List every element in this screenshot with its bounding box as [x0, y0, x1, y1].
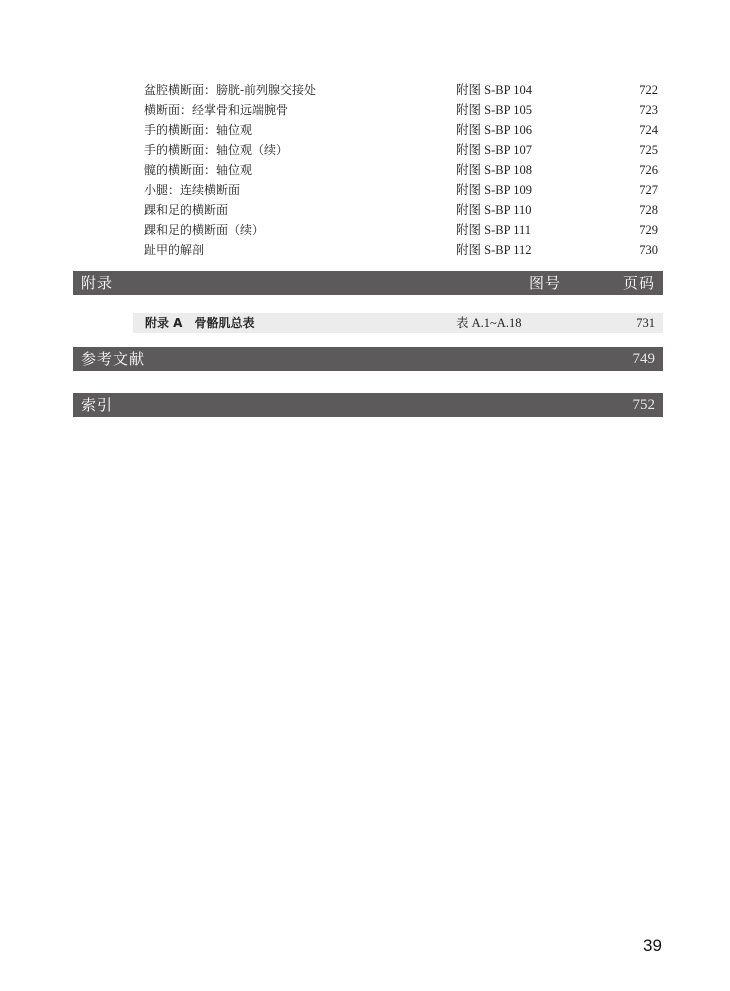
- entry-figure: 附图 S-BP 107: [456, 143, 532, 157]
- toc-entry[interactable]: [0, 240, 730, 260]
- entry-page: 725: [639, 143, 658, 157]
- entry-page: 729: [639, 223, 658, 237]
- appendix-entry-figure: 表 A.1~A.18: [456, 316, 522, 330]
- entry-title: 小腿：连续横断面: [144, 183, 241, 197]
- entry-page: 722: [639, 83, 658, 97]
- entry-page: 724: [639, 123, 658, 137]
- toc-entry[interactable]: [0, 160, 730, 180]
- references-heading: 参考文献: [81, 350, 146, 368]
- toc-entry[interactable]: [0, 200, 730, 220]
- page-number: 39: [643, 936, 662, 955]
- index-page: 752: [632, 397, 655, 413]
- entry-page: 723: [639, 103, 658, 117]
- entry-title: 盆腔横断面：膀胱-前列腺交接处: [144, 83, 317, 97]
- entry-figure: 附图 S-BP 108: [456, 163, 532, 177]
- entry-title: 踝和足的横断面: [144, 203, 229, 217]
- entry-figure: 附图 S-BP 106: [456, 123, 532, 137]
- index-heading: 索引: [81, 396, 114, 414]
- appendix-entry[interactable]: [133, 313, 663, 333]
- appendix-heading: 附录: [81, 274, 114, 292]
- entry-title: 髋的横断面：轴位观: [144, 163, 253, 177]
- appendix-entry-page: 731: [636, 316, 655, 330]
- references-section-header[interactable]: [73, 347, 663, 371]
- toc-entry[interactable]: [0, 120, 730, 140]
- entry-page: 728: [639, 203, 658, 217]
- appendix-entry-title: 附录 A 骨骼肌总表: [145, 316, 255, 330]
- entry-figure: 附图 S-BP 112: [456, 243, 532, 257]
- entry-figure: 附图 S-BP 104: [456, 83, 532, 97]
- index-section-header[interactable]: [73, 393, 663, 417]
- toc-entry[interactable]: [0, 140, 730, 160]
- entry-page: 726: [639, 163, 658, 177]
- page-column-heading: 页码: [622, 274, 655, 292]
- entry-figure: 附图 S-BP 110: [456, 203, 532, 217]
- toc-entry[interactable]: [0, 220, 730, 240]
- toc-entry[interactable]: [0, 180, 730, 200]
- appendix-section-header: [73, 271, 663, 295]
- entry-title: 横断面：经掌骨和远端腕骨: [144, 103, 289, 117]
- entry-title: 手的横断面：轴位观: [144, 123, 253, 137]
- entry-title: 踝和足的横断面（续）: [144, 223, 265, 237]
- toc-entry[interactable]: [0, 80, 730, 100]
- entry-title: 手的横断面：轴位观（续）: [144, 143, 289, 157]
- entry-figure: 附图 S-BP 111: [456, 223, 532, 237]
- entry-figure: 附图 S-BP 109: [456, 183, 532, 197]
- entry-page: 727: [639, 183, 658, 197]
- references-page: 749: [632, 351, 655, 367]
- figure-column-heading: 图号: [529, 274, 562, 292]
- entry-figure: 附图 S-BP 105: [456, 103, 532, 117]
- entry-title: 趾甲的解剖: [144, 243, 205, 257]
- toc-entry[interactable]: [0, 100, 730, 120]
- entry-page: 730: [639, 243, 658, 257]
